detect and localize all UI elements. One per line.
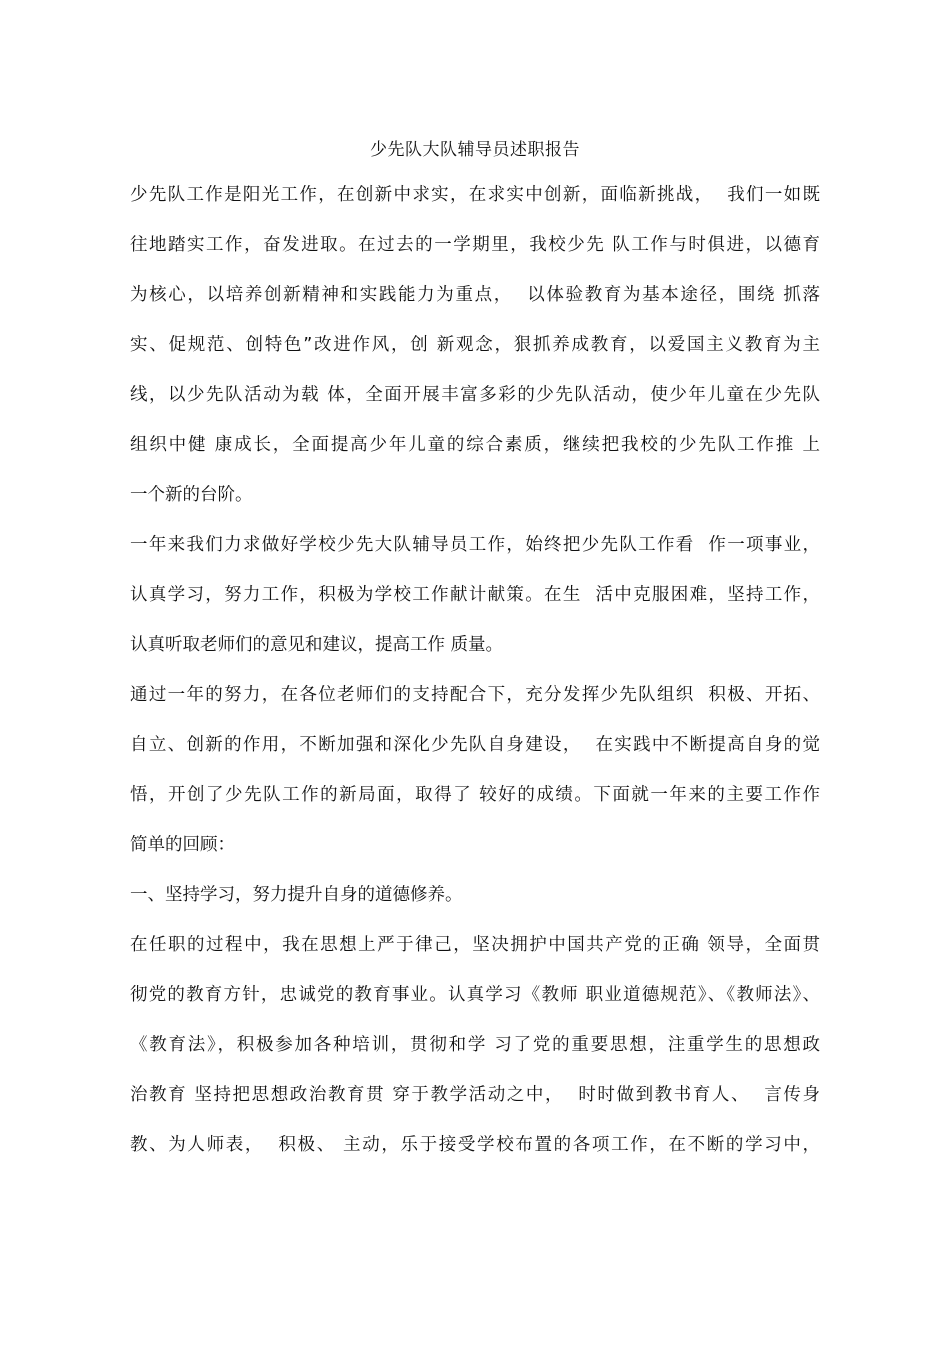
text-line: 彻党的教育方针，忠诚党的教育事业。认真学习《教师 职业道德规范》、《教师法》、 <box>130 985 820 1005</box>
text-line: 认真学习，努力工作，积极为学校工作献计献策。在生 活中克服困难，坚持工作， <box>130 585 820 605</box>
text-line: 在任职的过程中，我在思想上严于律己，坚决拥护中国共产党的正确 领导，全面贯 <box>130 935 820 955</box>
text-line: 《教育法》，积极参加各种培训，贯彻和学 习了党的重要思想，注重学生的思想政 <box>130 1035 820 1055</box>
document-title: 少先队大队辅导员述职报告 <box>370 140 580 160</box>
text-line: 为核心，以培养创新精神和实践能力为重点， 以体验教育为基本途径，围绕 抓落 <box>130 285 820 305</box>
text-line: 少先队工作是阳光工作，在创新中求实，在求实中创新，面临新挑战， 我们一如既 <box>130 185 820 205</box>
text-line: 通过一年的努力，在各位老师们的支持配合下，充分发挥少先队组织 积极、开拓、 <box>130 685 820 705</box>
text-line: 组织中健 康成长，全面提高少年儿童的综合素质，继续把我校的少先队工作推 上 <box>130 435 820 455</box>
text-line: 自立、创新的作用，不断加强和深化少先队自身建设， 在实践中不断提高自身的觉 <box>130 735 820 755</box>
text-line: 一、坚持学习，努力提升自身的道德修养。 <box>130 885 463 905</box>
text-line: 往地踏实工作，奋发进取。在过去的一学期里，我校少先 队工作与时俱进，以德育 <box>130 235 820 255</box>
text-line: 治教育 坚持把思想政治教育贯 穿于教学活动之中， 时时做到教书育人、 言传身 <box>130 1085 820 1105</box>
text-line: 线，以少先队活动为载 体，全面开展丰富多彩的少先队活动，使少年儿童在少先队 <box>130 385 820 405</box>
document-body <box>130 180 820 1180</box>
text-line: 实、促规范、创特色”改进作风，创 新观念，狠抓养成教育，以爱国主义教育为主 <box>130 335 820 355</box>
text-line: 教、为人师表， 积极、 主动，乐于接受学校布置的各项工作，在不断的学习中， <box>130 1135 820 1155</box>
text-line: 悟，开创了少先队工作的新局面，取得了 较好的成绩。下面就一年来的主要工作作 <box>130 785 820 805</box>
text-line: 一年来我们力求做好学校少先大队辅导员工作，始终把少先队工作看 作一项事业， <box>130 535 820 555</box>
text-line: 简单的回顾： <box>130 835 235 855</box>
text-line: 一个新的台阶。 <box>130 485 253 505</box>
text-line: 认真听取老师们的意见和建议，提高工作 质量。 <box>130 635 504 655</box>
